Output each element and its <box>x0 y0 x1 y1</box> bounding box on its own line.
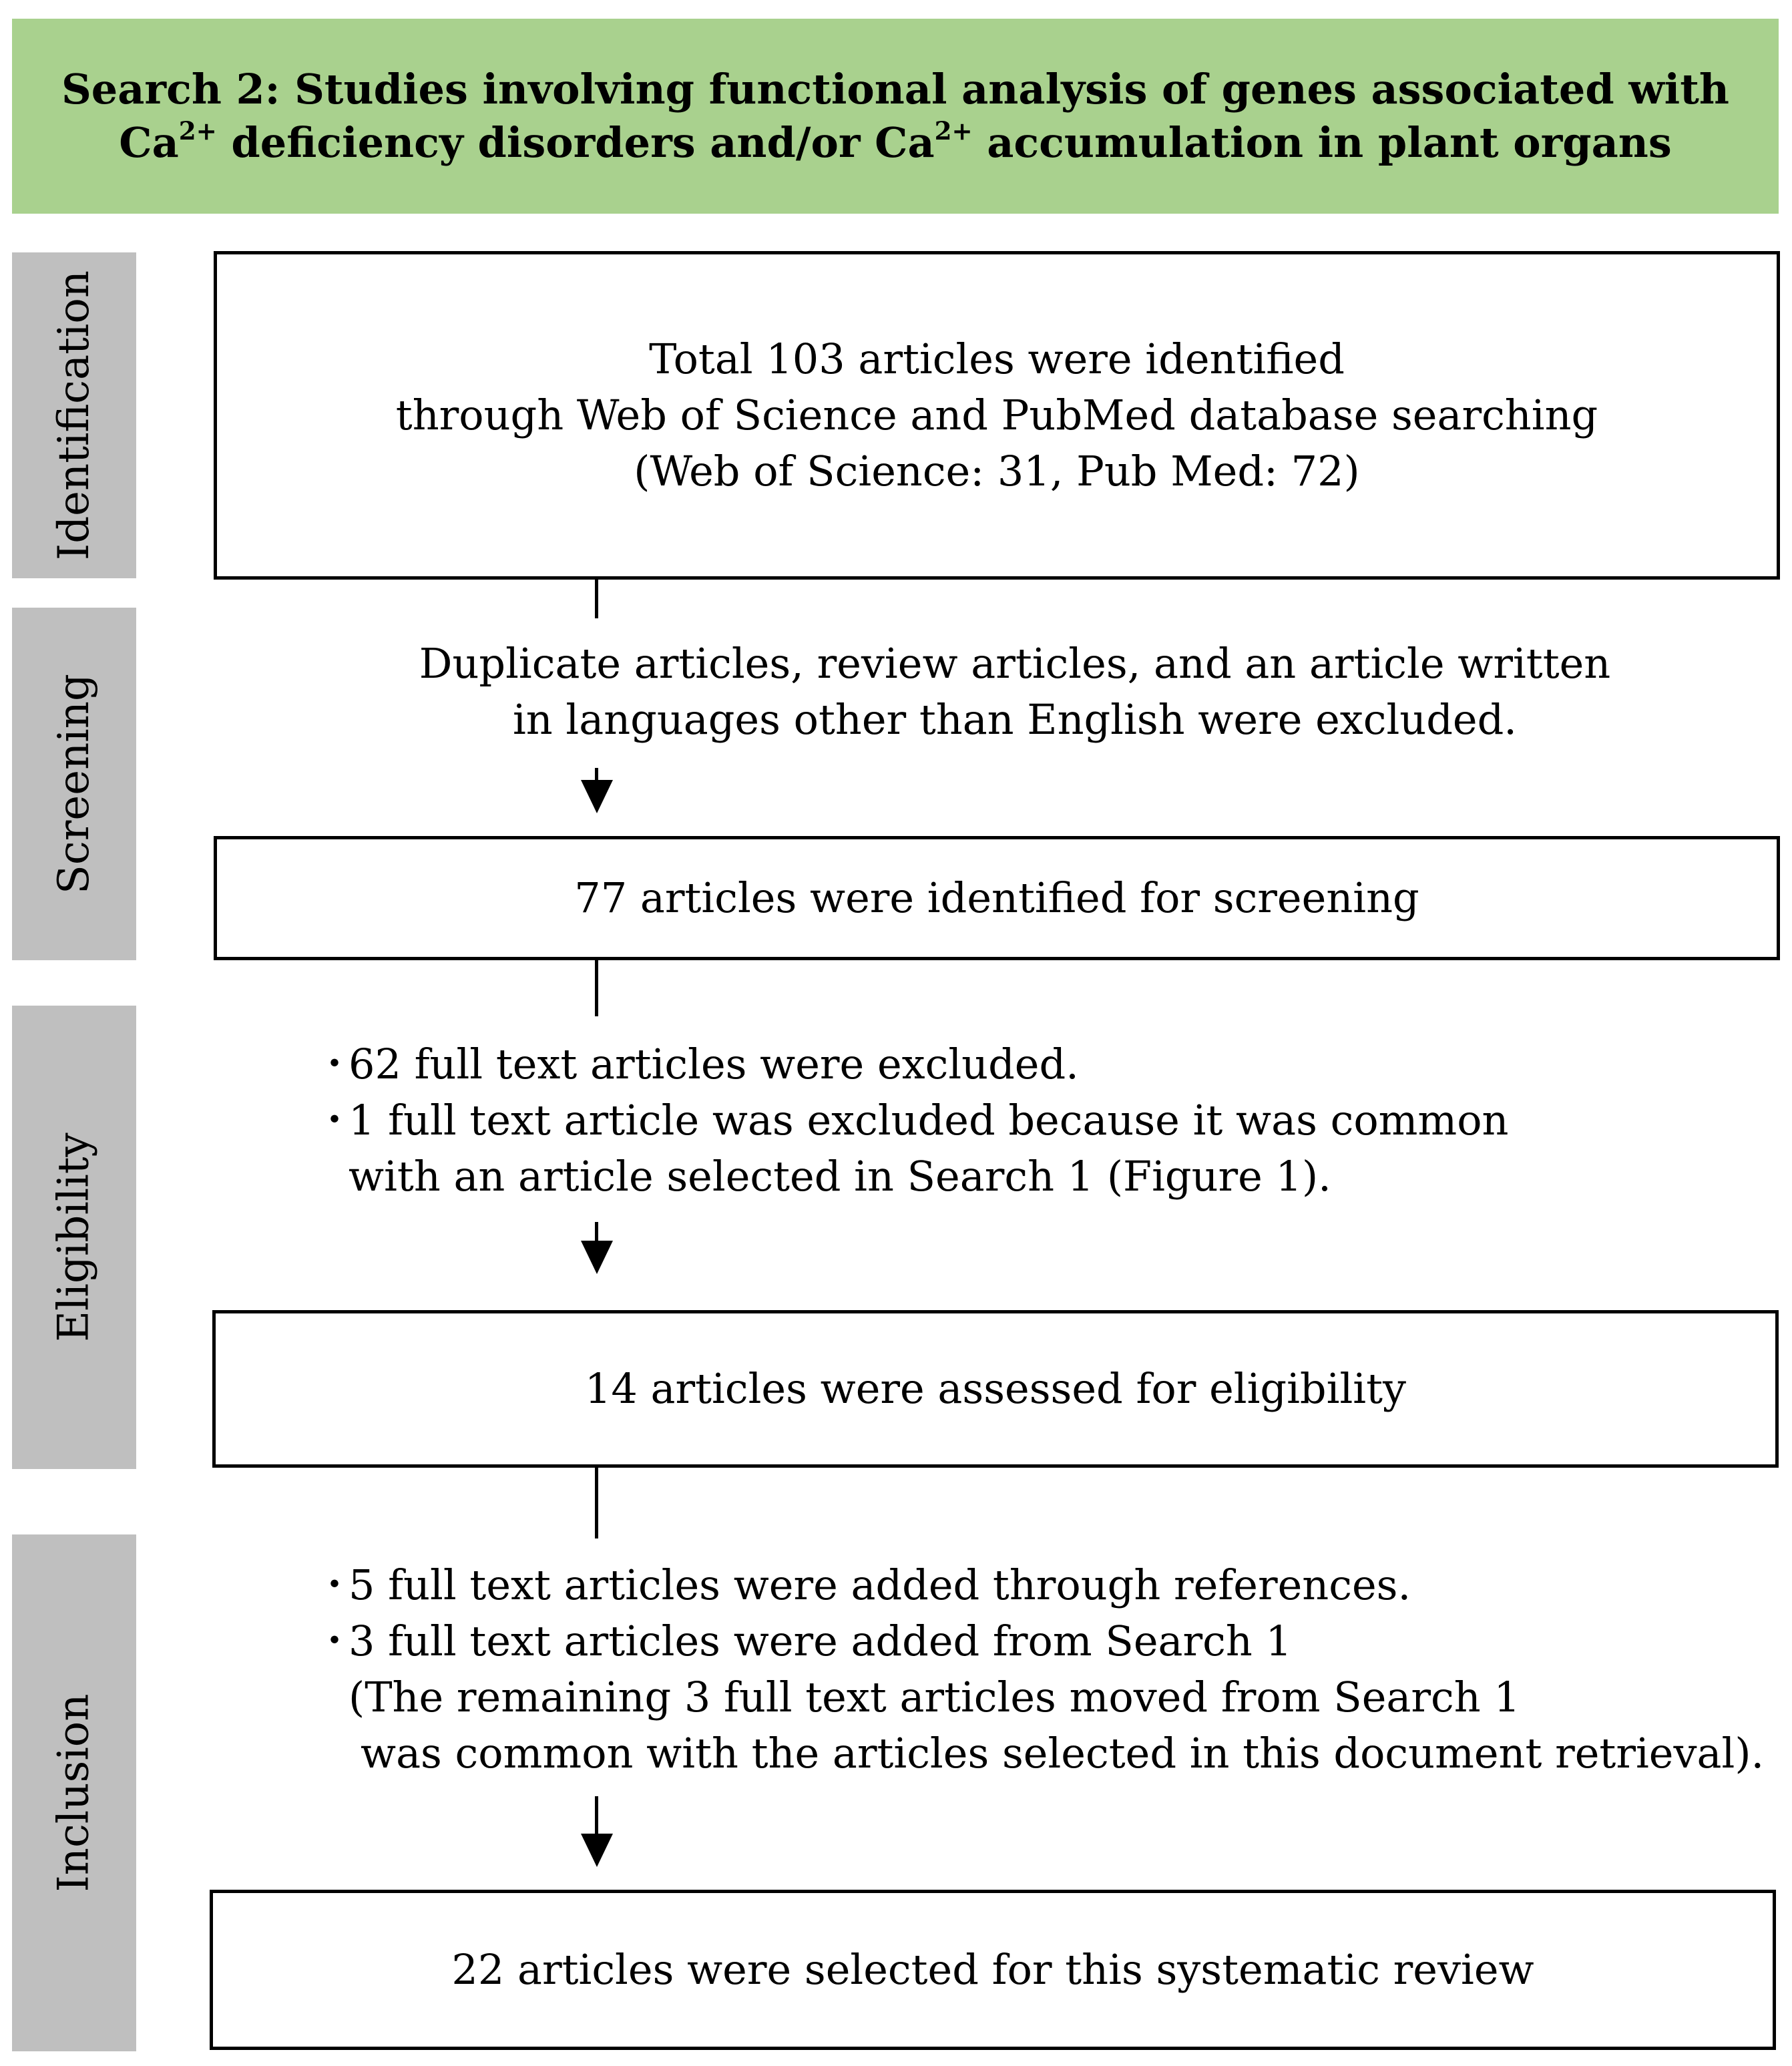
eligibility-exclusion-text: 1 full text article was excluded because it was common <box>349 1096 1509 1145</box>
connector-line <box>595 1468 598 1538</box>
inclusion-addition-note <box>314 1557 1764 1782</box>
connector-line <box>595 578 598 618</box>
superscript: 2+ <box>178 116 217 146</box>
stage-identification <box>12 252 136 578</box>
header-text: Ca <box>119 118 179 167</box>
stage-inclusion <box>12 1534 136 2051</box>
header-text: deficiency disorders and/or Ca <box>216 118 935 167</box>
stage-inclusion-label: Inclusion <box>49 1693 99 1892</box>
eligibility-exclusion-continuation: with an article selected in Search 1 (Figure 1). <box>349 1152 1331 1201</box>
inclusion-addition-continuation: was common with the articles selected in this document retrieval). <box>361 1729 1765 1778</box>
arrow-shaft <box>595 1222 598 1242</box>
connector-line <box>595 960 598 1016</box>
eligibility-box <box>212 1310 1779 1468</box>
bullet: ・ <box>314 1617 356 1665</box>
stage-eligibility <box>12 1006 136 1469</box>
screening-exclusion-note <box>374 636 1656 748</box>
stage-screening-label: Screening <box>49 674 99 894</box>
identified-line-2: through Web of Science and PubMed database searching <box>395 391 1598 439</box>
search-2-header <box>12 19 1779 214</box>
inclusion-addition-item-2 <box>314 1613 1764 1669</box>
stage-screening <box>12 608 136 960</box>
eligibility-exclusion-item-2 <box>314 1092 1508 1149</box>
eligibility-exclusion-note <box>314 1036 1508 1205</box>
header-title-line-2 <box>119 116 1672 170</box>
selected-articles-box <box>210 1890 1776 2050</box>
bullet: ・ <box>314 1040 356 1088</box>
identified-line-3: (Web of Science: 31, Pub Med: 72) <box>634 447 1360 495</box>
header-title-line-1: Search 2: Studies involving functional analysis of genes associated with <box>61 65 1729 114</box>
inclusion-addition-item-1 <box>314 1557 1764 1613</box>
inclusion-addition-continuation: (The remaining 3 full text articles moved from Search 1 <box>349 1673 1520 1721</box>
screening-exclusion-line-1: Duplicate articles, review articles, and an article written <box>419 639 1611 688</box>
superscript: 2+ <box>934 116 973 146</box>
selected-count: 22 articles were selected for this systematic review <box>451 1945 1534 1994</box>
arrow-down-icon <box>581 1834 613 1867</box>
inclusion-addition-text: 3 full text articles were added from Search 1 <box>349 1617 1292 1665</box>
eligibility-exclusion-item-1 <box>314 1036 1508 1092</box>
header-text: accumulation in plant organs <box>972 118 1672 167</box>
inclusion-addition-text: 5 full text articles were added through references. <box>349 1561 1411 1609</box>
arrow-down-icon <box>581 1241 613 1274</box>
screening-count: 77 articles were identified for screening <box>574 873 1419 922</box>
screening-exclusion-line-2: in languages other than English were excluded. <box>512 695 1518 744</box>
arrow-down-icon <box>581 780 613 813</box>
stage-identification-label: Identification <box>49 270 99 561</box>
arrow-shaft <box>595 1796 598 1836</box>
bullet: ・ <box>314 1561 356 1609</box>
eligibility-count: 14 articles were assessed for eligibility <box>584 1364 1407 1413</box>
identified-line-1: Total 103 articles were identified <box>649 335 1345 383</box>
identified-articles-box <box>214 251 1780 580</box>
stage-eligibility-label: Eligibility <box>49 1132 99 1342</box>
bullet: ・ <box>314 1096 356 1145</box>
screening-box <box>214 836 1780 960</box>
eligibility-exclusion-text: 62 full text articles were excluded. <box>349 1040 1079 1088</box>
